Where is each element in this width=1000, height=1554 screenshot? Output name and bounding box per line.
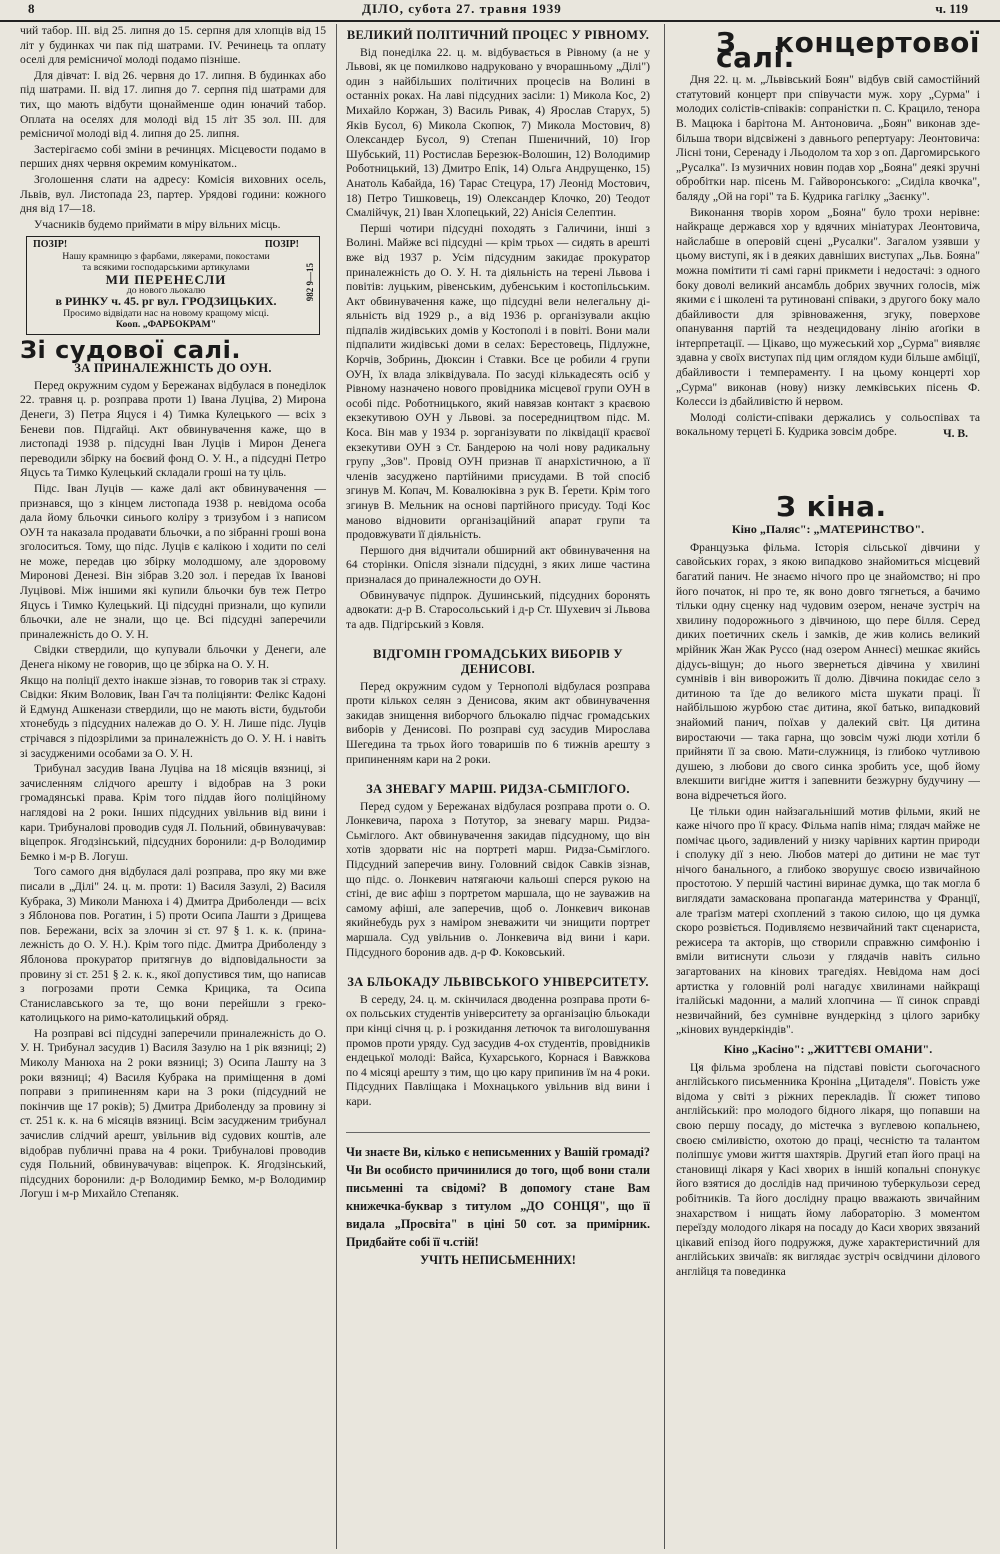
ad-attention-left: ПОЗІР! — [33, 239, 68, 251]
paragraph: Обвинувачує підпрок. Душинський, підсудних боронять адвокати: д-р В. Старосольський і д-р Ст. Шухевич зі Львова та адв. Підгірський з Ковля. — [346, 588, 650, 631]
issue-number: ч. 119 — [935, 1, 968, 16]
paragraph: Виконання творів хором „Бояна" було трохи нерівне: найкраще держався хор у вдячних мініатурах Леонтовича, найслабше в оперовій сцені „Русалки". Загалом узявши у цьому виступі, як і в деяких давніших виступах „Льв. Бояна" можна помітити ті самі гарні прикмети і недостачі: з одного боку доволі великий ансамбль добрих звучних голосів, між якими є і школені та рутиновані співаки, з другого боку мало дбайливости для зрівноваження, згуку, поверхове опанування партій та нездецидовану лінію аґоґіки в інтерпретації. — Цікаво, що мужеський хор „Сурма" виявляє здавна у своїх виступах під цим оглядом куди більше амбіції, дбайливости і темпераменту. І на цьому концерті хор „Сурма" виконав (нову) низку лемківських пісень Ф. Колесси із дбайливістю й нервом. — [676, 205, 980, 409]
section-title-cinema: З кіна. — [776, 489, 887, 523]
literacy-notice-text: Чи знаєте Ви, кілько є неписьменних у Вашій громаді? Чи Ви особисто причинилися до того, щоб вони стали письменні та свідомі? В допомогу стане Вам книжечка-буквар з титулом „ДО СОНЦЯ", що її видала „Просвіта" в ціні 50 сот. за примірник. Придбайте собі її ч.стій! — [346, 1144, 650, 1249]
paragraph: Це тільки один найзагальніший мотив фільми, який не каже нічого про її красу. Фільма напів німа; глядач майже не помічає цього, задивлений у низку чарівних картин природи і сполуку дії з нею. Любов матері до дитини не має тут нічого банального, а глибоко зворушує своєю извичайною простотою. У першій частині виринає думка, що так могла б виглядати замаскована пропаганда материнства у Франції, але траґізм матері схоплений з такою силою, що ця думка скоро розвіється. Подивляємо незвичайний такт сценариста, режисера та акторів, що створили справжню симфонію і вміли витиснути сльози у глядачів навіть сильно загартованих на кінових трагедіях. Невідома нам досі артистка у головній ролі нагадує хвилинами найкращі італійські мадонни, а малий хлопчина — її синок справді незвичайний, без сумнівне вундеркінд з цілого зарибку „кінових вундеркіндів". — [676, 804, 980, 1037]
paragraph: Підс. Іван Луців — каже далі акт обвинувачення — признався, що з кінцем листопада 1938 р. невідома особа дала йому бльочки синього коліру з тризубом і з написом ОУН та наказала продавати бльочки, а по зібранні гроші вона зголоситься. Тому, що підс. Луців є калікою і ходити по селі не може, передав цю збірку молодшому, але здоровому Миронові Денезі. Він зібрав 3.20 зол. і передав їх Іванові Луцівові. Між іншими які купили бльочки був теж Петро Яцусь і Тимко Кулецький. Ці підсудні признали, що купили бльочки, але не знали, що це. Всі підсудні заперечили приналежність до О. У. Н. — [20, 481, 326, 641]
paragraph: Дня 22. ц. м. „Львівський Боян" відбув свій самостійний статутовий концерт при співучасти муж. хору „Сурма" і молодих солістів-співаків: сопраністки п. С. Крацило, тенора В. Мацюка і барітона М. Антоновича. „Боян" виконав здебільша твори відсвіжені з давнього репертуару: Леонтовича: Лісні тони, Серенаду і Льодолом та хор з оп. Даргомирського „Русалка". Із музичних новин подав хор „Бояна" деякі зручні обробітки нар. пісень М. Гайворонського: „Сиділа квочка", баляду „Ой на горі" та Б. Кудрика гагілку „Заєнку". — [676, 73, 980, 203]
section-title-court: Зі судової салі. — [20, 335, 241, 364]
column-3 — [676, 24, 980, 1549]
section-title-concert: З концертової салі. — [716, 26, 980, 74]
film-review-title: Кіно „Касіно": „ЖИТТЄВІ ОМАНИ". — [723, 1042, 933, 1056]
article-title: ЗА ЗНЕВАГУ МАРШ. РИДЗА-СЬМІГЛОГО. — [366, 782, 630, 797]
column-rule — [664, 24, 665, 1549]
paragraph: Першого дня відчитали обширний акт обвинувачення на 64 сторінки. Опісля зізнали підсудні, з яких лише частина призналася до приналежности до ОУН. — [346, 543, 650, 586]
article-title: ВЕЛИКИЙ ПОЛІТИЧНИЙ ПРОЦЕС У РІВНОМУ. — [346, 28, 650, 42]
column-1 — [20, 24, 326, 1549]
paragraph: Учасників будемо приймати в міру вільних місць. — [34, 217, 281, 231]
paragraph: Зголошення слати на адресу: Комісія виховних осель, Львів, вул. Листопада 23, партер. Урядові години: кожного дня від 17—18. — [20, 172, 326, 216]
article-title: ВІДГОМІН ГРОМАДСЬКИХ ВИБОРІВ У ДЕНИСОВІ. — [373, 647, 623, 676]
paragraph: Трибунал засудив Івана Луціва на 18 місяців вязниці, зі зачисленням слідчого арешту і відобрав на 3 роки громадянські права. Крім того піддав його поліційному наглядові на 2 роки. Інших підсудних увільнив від вини і кари. Трибуналові проводив судя Л. Польний, обвинувачував: віцепрок. Ягодзінський, підсудних боронили: д-р Володимир Бемко і м-р В. Логуш. — [20, 762, 326, 863]
ad-company: Кооп. „ФАРБОКРАМ" — [115, 319, 217, 331]
ad-address: в РИНКУ ч. 45. рг вул. ГРОДЗИЦЬКИХ. — [55, 294, 277, 309]
paragraph: В середу, 24. ц. м. скінчилася дводенна розправа проти 6-ох польських студентів університету за організацію бльокади при кінці січня ц. р. і розкидання летючок та виголошування промов проти уряду. Суд засудив 4-ох студентів, провідників ендецької молоді: Вайса, Кухарського, Корнася і Вавжкова по 4 місяці арешту з тим, що цю кару припинив їм на 4 роки. Підсудних Павліщака і Мохнацького увільнив від вини і кари. — [346, 992, 650, 1108]
ad-line: до нового льокалю — [126, 284, 206, 296]
page-header — [0, 0, 1000, 22]
paragraph: Для дівчат: І. від 26. червня до 17. липня. В будинках або під шатрами. II. від 17. липня до 7. серпня під шатрами для тих, що мають відбути щонайменше один юначий табор. Оплата на оселях для молоді від 15 літ 35 зол. III. для ремісничої молоді від 4. липня до 25. липня. — [20, 68, 326, 141]
paragraph: чий табор. III. від 25. липня до 15. серпня для хлопців від 15 літ у будинках чи пак під шатрами. IV. Речинець та оплату оселі для ремісничої молоді подамо пізніше. — [20, 24, 326, 67]
paragraph: Застерігаємо собі зміни в речинцях. Місцевости подамо в перших днях червня окремим комунікатом.. — [20, 142, 326, 171]
ad-line: та всякими господарськими артикулами — [82, 262, 250, 274]
paragraph: Перед окружним судом у Бережанах відбулася в понеділок 22. травня ц. р. розправа проти 1) Івана Луціва, 2) Мирона Денеги, 3) Петра Яцуся і 4) Тимка Кулецького — всіх з Беневи пов. Підгайці. Акт обвинувачення каже, що в листопаді 1938 р. підсудні Іван Луців і Мирон Денега переводили збірку на боєвий фонд О. У. Н., а підсудні Петро Яцусь та Тимко Кулецький складали гроші на ту ціль. — [20, 378, 326, 480]
paragraph: Свідки ствердили, що купували бльочки у Денеги, але Денега нікому не говорив, що це збірка на О. У. Н. — [20, 643, 326, 672]
paragraph: Перед судом у Бережанах відбулася розправа проти о. О. Лонкевича, пароха з Потутор, за зневагу марш. Ридза-Сьміглого. Акт обвинувачення закидав підсудному, що він хотів здорвати ніс на портреті марш. Ридза-Сьміглого. Підсудний заперечив вину. Головний свідок Савків зізнав, що підс. о. Лонкевич натягаючи кальоші сперся рукою на стіні, де вис афіш з портретом маршала, що не зауважив на самому афіші, але заперечив, щоб о. Лонкевич виконав якийнебудь рух з наміром зневажити чи знищити портрет маршала. Суд увільнив о. Лонкевича від вини і кари. Підсудного боронив адв. д-р Ф. Коковський. — [346, 799, 650, 959]
column-rule — [336, 24, 337, 1549]
literacy-notice-slogan: УЧІТЬ НЕПИСЬМЕННИХ! — [420, 1252, 576, 1267]
paragraph: Ця фільма зроблена на підставі повісти сьогочасного англійського письменника Кроніна „Цитаделя". Повість уже відома у світі з ріжних перекладів. Її сюжет типово англійський: про молодого бідного лікаря, що попавши на свою першу посаду, до містечка з вуглевою копальнею, своєю сміливістю, охотою до праці, чесністю та талантом поліпшує умови життя шахтярів. Другий етап його праці на становищі лікаря у Касі хворих в іншій копальні спонукує його взятися до дослідів над причиною туберкульози серед робітників. Та його дослідну працю вважають звичайним знахарством і нищать йому лабораторію. З моментом переїзду молодого лікаря на посаду до Каси хворих звязаний цікавий епізод його подружжя, дуже характеристичний для англійських звичаїв: як виглядає зустріч освідчини ділового англійця та повединка — [676, 1060, 980, 1278]
paragraph: Перші чотири підсудні походять з Галичини, інші з Волині. Майже всі підсудні — крім трьох — сидять в арешті вже від 1937 р. Усім підсудним закидає прокуратор приналежність до О. У. Н. та діяльність на терені Львова і повітів: луцьким, рівенським, дубенським і костопільським. Акт обвинувачення каже, що підсудні вели нелегальну діяльність від 1929 р., а від 1936 р. організували акцію підпалів жидівських домів у Костополі і в повіті. Вони мали підпалити жидівські доми в селах: Берестовець, Підлужне, Корчів, Зобринь, Дюксин і Ставки. Все це робили 4 групи ОУН, їх влада зліквідувала. По засуді кількадесять осіб у Рівному назначено нового провідника місцевої групи ОУН в особі підс. Роботницького, який навязав контакт з краєвою екзекутивою ОУН у Львові. за посередництвом підс. М. Коса. Він мав у 1934 р. зорганізувати по ліквідації краєвої екзекутиви ОУН з Ст. Бандерою на чолі нову радикальну групу „Зов". Провід ОУН признав її анархістичною, а її членів засуджено партійними присудами. В той спосіб згинув М. Копач, М. Ковалюківна з рук В. Ґерети. Крім того згинув В. Мельник на основі партійного присуду. Тоді Кос маново відновити організаційний апарат групи та продовжувати її діяльність. — [346, 221, 650, 542]
article-title: ЗА БЛЬОКАДУ ЛЬВІВСЬКОГО УНІВЕРСИТЕТУ. — [347, 975, 649, 990]
ad-headline: МИ ПЕРЕНЕСЛИ — [105, 271, 227, 287]
column-2 — [346, 24, 650, 1549]
ad-attention-right: ПОЗІР! — [264, 239, 299, 251]
article-title: ЗА ПРИНАЛЕЖНІСТЬ ДО ОУН. — [74, 361, 272, 376]
ad-line: Нашу крамницю з фарбами, лякерами, покостами — [62, 250, 270, 262]
ad-code: 982 9—15 — [304, 263, 315, 302]
film-review-title: Кіно „Паляс": „МАТЕРИНСТВО". — [731, 522, 925, 537]
advertisement-box — [26, 236, 320, 334]
masthead-date: ДІЛО, субота 27. травня 1939 — [362, 1, 562, 16]
paragraph: На розправі всі підсудні заперечили приналежність до О. У. Н. Трибунал засудив 1) Василя Зазулю на 1 рік вязниці; 2) Миколу Манюха на 2 роки вязниці; 3) Осипа Лашту на 3 роки вязниці; 4) Василя Кубрака на приміщення в домі поправи з припиненням кари на 3 роки (підсудний не покінчив ще 17 років); 5) Дмитра Дриболенду за провину зі ст. 251 к. к. на 6 місяців вязниці. Всім засудженим трибунал зачислив слідчий арешт, увільнив від судових коштів, але відобрав публичні права на 4 роки. Трибуналові проводив судя Польний, обвинувачував: віцепрок. К. Ягодзінський, підсудних боронили: д-р Володимир Бемко, м-р Володимир Логуш і м-р Михайло Степаняк. — [20, 1026, 326, 1201]
paragraph: Якщо на поліції дехто інакше зізнав, то говорив так зі страху. Свідки: Яким Воловик, Іван Гач та поліціянти: Фелікс Кадоні й Едмунд Ашкенази ствердили, що не мають вісти, будьтоби хтонебудь з підсудних належав до О. У. Н. Лише підс. Луців стрічався з підозрілими за приналежність до О. У. Н. і навіть зі засудженими особами за О. У. Н. — [20, 673, 326, 760]
ad-line: Просимо відвідати нас на новому кращому місці. — [63, 307, 269, 319]
page-number: 8 — [28, 1, 35, 16]
author-signature: Ч. В. — [943, 427, 968, 441]
paragraph: Перед окружним судом у Тернополі відбулася розправа проти кількох селян з Денисова, яким акт обвинувачення закидав знищення виборчого бльокалю підчас громадських виборів у Денисові. По розправі суд засудив Мирослава Шегедина та трьох його товаришів по 6 тижнів арешту з припиненням кари на 2 роки. — [346, 679, 650, 766]
paragraph: Того самого дня відбулася далі розправа, про яку ми вже писали в „Ділі" 24. ц. м. проти: 1) Василя Зазулі, 2) Василя Кубрака, 3) Миколи Манюха і 4) Дмитра Дриболенди — всіх з Яблонова пов. Рогатин, і 5) проти Осипа Лашти з Дрищева пов. Бережани, всіх за злочин зі ст. 97 § 1. к. к. (приналежність до О. У. Н.). Крім того підс. Дмитра Дриболенду з Яблонова прокуратор притягнув до відповідальности за провину зі ст. 251 § 2. к. к., якої допустився тим, що написав з погрозами проти Семка Крицика, та Осипа Станиславського за те, що вони перейшли з греко-католицького на римо-католицький обряд. — [20, 865, 326, 1025]
literacy-notice — [346, 1143, 650, 1269]
paragraph: Французька фільма. Історія сільської дівчини у савойських горах, з якою випадково знайомиться місцевий багатий панич. Не знаємо нічого про це знайомство; ні про його початок, ні про те, як воно довго тягнеться, а бачимо тільки одну сценку над чудовим озером, неначе зустріч на хвилину подорожнього з дівчиною, що пере білля. Серед диких поетичних скель і замків, де жив колись великий мрійник Жан Жак Руссо (над озером Аннесі) мешкає якийсь дідусь-віщун; до нього звернеться дівчина у хвилині сумнівів і він виворожить її долю. Дівчина покидає село з дитиною та їде до великого міста шукати праці. Її найбільшою журбою стає дитина, якої батько, випадковий знайомий панич, поїхав у далекий світ. Ця дитина виростаючи — така гарна, що зовсім чужі люди хотіли б прийняти її за свою. Мати-служниця, із глибоко чутливою душею, з любови до свого синка зробить усе, щоб йому влекшити вигідне життя і запевнити безжурну будучину — вона відречеться його. — [676, 540, 980, 802]
paragraph: Від понеділка 22. ц. м. відбувається в Рівному (а не у Львові, як це помилково надруковано у вчорашньому „Ділі") один з найбільших політичних процесів на Волині в останніх роках. На лаві підсудних засіли: 1) Микола Кос, 2) Михайло Коржан, 3) Василь Ривак, 4) Ярослав Старух, 5) Яків Бусол, 6) Микола Скопюк, 7) Микола Мостович, 8) Олександер Бусол, 9) Степан Пшеничний, 10) Ігор Шубський, 11) Ростислав Березюк-Волошин, 12) Володимир Роботницький, 13) Дмитро Епік, 14) Ольга Андрущенко, 15) Анатоль Кабайда, 16) Тарас Стецура, 17) Леонід Мостович, 18) Петро Тишковець, 19) Олександер Клочко, 20) Теодот Смалійчук, 21) Іван Хлопецький, 22) Анісія Селептин. — [346, 45, 650, 220]
paragraph: Молоді солісти-співаки держались у сольоспівах та вокальному терцеті Б. Кудрика зовсім добре. — [676, 410, 980, 439]
